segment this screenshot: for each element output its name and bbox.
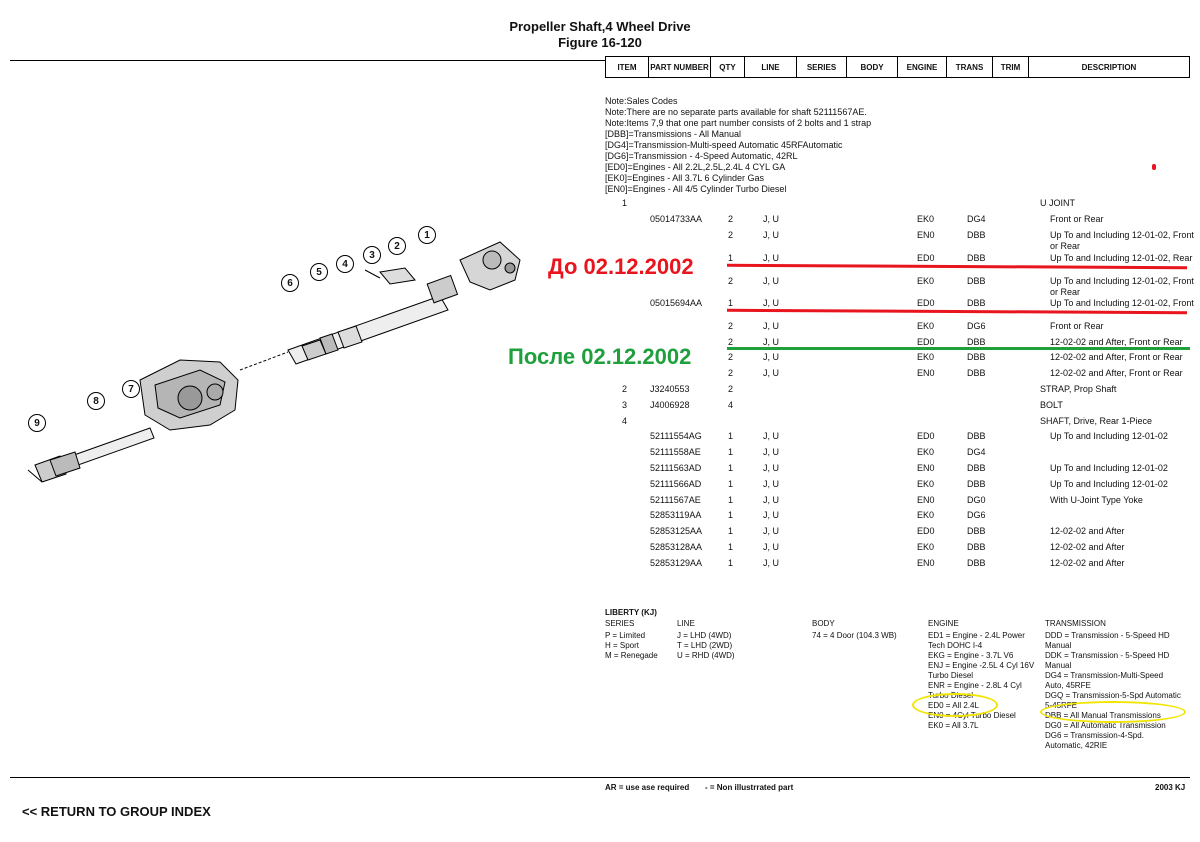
cell-engine: EN0 (917, 558, 935, 568)
propeller-shaft-diagram (20, 220, 530, 500)
cell-line: J, U (763, 352, 780, 362)
cell-qty: 1 (728, 447, 734, 457)
note-line: Note:Sales Codes (605, 96, 678, 106)
callout-2: 2 (388, 237, 406, 255)
cell-engine: ED0 (917, 298, 935, 308)
legend-entry: 74 = 4 Door (104.3 WB) (812, 631, 897, 640)
note-line: [DG6]=Transmission - 4-Speed Automatic, 42RL (605, 151, 798, 161)
note-line: Note:There are no separate parts available for shaft 52111567AE. (605, 107, 867, 117)
cell-qty: 4 (728, 400, 734, 410)
cell-line: J, U (763, 321, 780, 331)
col-series: SERIES (797, 57, 847, 78)
legend-entry: DDD = Transmission - 5-Speed HD (1045, 631, 1170, 640)
cell-engine: EN0 (917, 463, 935, 473)
cell-description: U JOINT (1040, 198, 1075, 208)
callout-6: 6 (281, 274, 299, 292)
cell-item: 2 (622, 384, 628, 394)
legend-heading: LIBERTY (KJ) (605, 608, 657, 617)
cell-trans: DBB (967, 337, 986, 347)
callout-4: 4 (336, 255, 354, 273)
cell-part-number: 52111566AD (650, 479, 702, 489)
cell-line: J, U (763, 463, 780, 473)
cell-qty: 2 (728, 214, 734, 224)
legend-entry: ENR = Engine - 2.8L 4 Cyl (928, 681, 1022, 690)
legend-body-list (812, 631, 897, 641)
red-mark (1152, 164, 1156, 170)
cell-trans: DG6 (967, 510, 986, 520)
legend-entry: DDK = Transmission - 5-Speed HD (1045, 651, 1170, 660)
cell-engine: ED0 (917, 431, 935, 441)
cell-trans: DBB (967, 558, 986, 568)
legend-entry: U = RHD (4WD) (677, 651, 735, 660)
cell-line: J, U (763, 542, 780, 552)
cell-part-number: 52111567AE (650, 495, 701, 505)
legend-entry: DG6 = Transmission-4-Spd. (1045, 731, 1144, 740)
cell-part-number: 52853129AA (650, 558, 703, 568)
cell-part-number: 52111554AG (650, 431, 702, 441)
cell-qty: 1 (728, 495, 734, 505)
cell-line: J, U (763, 510, 780, 520)
note-line: Note:Items 7,9 that one part number consists of 2 bolts and 1 strap (605, 118, 872, 128)
cell-item: 4 (622, 416, 628, 426)
cell-line: J, U (763, 337, 780, 347)
cell-trans: DG4 (967, 214, 986, 224)
note-line: [EN0]=Engines - All 4/5 Cylinder Turbo Diesel (605, 184, 787, 194)
cell-description: Up To and Including 12-01-02 (1050, 479, 1168, 489)
cell-trans: DBB (967, 253, 986, 263)
cell-engine: EN0 (917, 495, 935, 505)
cell-qty: 2 (728, 352, 734, 362)
legend-body-label: BODY (812, 619, 835, 628)
col-part-number: PART NUMBER (649, 57, 711, 78)
cell-line: J, U (763, 230, 780, 240)
cell-engine: ED0 (917, 526, 935, 536)
cell-description: With U-Joint Type Yoke (1050, 495, 1143, 505)
col-item: ITEM (606, 57, 649, 78)
cell-description: Up To and Including 12-01-02, Rear (1050, 253, 1193, 263)
legend-entry: EK0 = All 3.7L (928, 721, 979, 730)
legend-entry: EKG = Engine - 3.7L V6 (928, 651, 1014, 660)
top-divider (10, 60, 605, 61)
col-description: DESCRIPTION (1029, 57, 1190, 78)
cell-part-number: 52111558AE (650, 447, 701, 457)
cell-description: Up To and Including 12-01-02 (1050, 431, 1168, 441)
cell-line: J, U (763, 253, 780, 263)
cell-engine: ED0 (917, 337, 935, 347)
legend-entry: DBB = All Manual Transmissions (1045, 711, 1161, 720)
cell-qty: 1 (728, 558, 734, 568)
cell-description: Up To and Including 12-01-02, Front (1050, 298, 1194, 308)
cell-trans: DBB (967, 526, 986, 536)
legend-trans-label: TRANSMISSION (1045, 619, 1106, 628)
legend-line-label: LINE (677, 619, 695, 628)
cell-engine: EN0 (917, 230, 935, 240)
cell-trans: DBB (967, 276, 986, 286)
before-underline-2 (727, 309, 1187, 314)
cell-trans: DBB (967, 230, 986, 240)
cell-description: Up To and Including 12-01-02, Front or Rear (1050, 230, 1194, 251)
footer-ar-note: AR = use ase required (605, 783, 690, 792)
legend-entry: Turbo Diesel (928, 671, 974, 680)
callout-7: 7 (122, 380, 140, 398)
cell-description: 12-02-02 and After (1050, 542, 1125, 552)
legend-entry: DG4 = Transmission-Multi-Speed (1045, 671, 1164, 680)
cell-line: J, U (763, 431, 780, 441)
cell-trans: DBB (967, 352, 986, 362)
callout-9: 9 (28, 414, 46, 432)
cell-trans: DBB (967, 431, 986, 441)
highlight-ed0 (912, 693, 998, 717)
cell-engine: EN0 (917, 368, 935, 378)
cell-description: Front or Rear (1050, 214, 1104, 224)
bottom-divider (10, 777, 1190, 778)
col-engine: ENGINE (898, 57, 947, 78)
cell-qty: 1 (728, 542, 734, 552)
callout-3: 3 (363, 246, 381, 264)
cell-engine: EK0 (917, 214, 935, 224)
callout-1: 1 (418, 226, 436, 244)
cell-engine: EK0 (917, 352, 935, 362)
cell-line: J, U (763, 276, 780, 286)
cell-qty: 2 (728, 337, 734, 347)
cell-trans: DBB (967, 479, 986, 489)
cell-item: 3 (622, 400, 628, 410)
col-trans: TRANS (947, 57, 993, 78)
legend-entry: Auto, 45RFE (1045, 681, 1091, 690)
cell-trans: DG6 (967, 321, 986, 331)
cell-part-number: 52111563AD (650, 463, 702, 473)
cell-item: 1 (622, 198, 628, 208)
cell-description: Up To and Including 12-01-02 (1050, 463, 1168, 473)
cell-description: Front or Rear (1050, 321, 1104, 331)
cell-part-number: 05015694AA (650, 298, 703, 308)
legend-series-label: SERIES (605, 619, 635, 628)
cell-description: SHAFT, Drive, Rear 1-Piece (1040, 416, 1153, 426)
legend-entry: ED0 = All 2.4L (928, 701, 979, 710)
cell-qty: 2 (728, 384, 734, 394)
before-date-annotation: До 02.12.2002 (548, 254, 694, 279)
highlight-dbb (1040, 701, 1186, 723)
cell-engine: EK0 (917, 276, 935, 286)
legend-entry: H = Sport (605, 641, 640, 650)
legend-engine-label: ENGINE (928, 619, 959, 628)
cell-trans: DG0 (967, 495, 986, 505)
cell-qty: 1 (728, 253, 734, 263)
cell-line: J, U (763, 495, 780, 505)
legend-entry: ED1 = Engine - 2.4L Power (928, 631, 1025, 640)
cell-line: J, U (763, 526, 780, 536)
after-date-annotation: После 02.12.2002 (508, 344, 692, 369)
legend-series-list (605, 631, 658, 661)
figure-number: Figure 16-120 (558, 35, 642, 50)
cell-qty: 1 (728, 526, 734, 536)
cell-qty: 1 (728, 431, 734, 441)
page-title: Propeller Shaft,4 Wheel Drive (509, 19, 691, 34)
cell-part-number: 52853119AA (650, 510, 702, 520)
cell-trans: DBB (967, 298, 986, 308)
callout-8: 8 (87, 392, 105, 410)
note-line: [EK0]=Engines - All 3.7L 6 Cylinder Gas (605, 173, 765, 183)
column-header-table (605, 56, 1190, 78)
cell-trans: DBB (967, 463, 986, 473)
cell-description: Up To and Including 12-01-02, Front or Rear (1050, 276, 1194, 297)
cell-description: STRAP, Prop Shaft (1040, 384, 1117, 394)
note-line: [DBB]=Transmissions - All Manual (605, 129, 741, 139)
legend-trans-list (1045, 631, 1181, 751)
cell-line: J, U (763, 368, 780, 378)
cell-engine: EK0 (917, 321, 935, 331)
legend-entry: J = LHD (4WD) (677, 631, 732, 640)
cell-part-number: J4006928 (650, 400, 690, 410)
legend-entry: 5-45RFE (1045, 701, 1078, 710)
legend-entry: Automatic, 42RIE (1045, 741, 1108, 750)
after-underline (727, 347, 1190, 350)
cell-engine: EK0 (917, 510, 935, 520)
cell-trans: DG4 (967, 447, 986, 457)
legend-entry: Manual (1045, 661, 1072, 670)
legend-entry: DG0 = All Automatic Transmission (1045, 721, 1166, 730)
cell-description: 12-02-02 and After, Front or Rear (1050, 337, 1183, 347)
cell-engine: EK0 (917, 447, 935, 457)
col-body: BODY (847, 57, 898, 78)
cell-part-number: 52853128AA (650, 542, 703, 552)
cell-qty: 1 (728, 298, 734, 308)
legend-entry: P = Limited (605, 631, 646, 640)
cell-line: J, U (763, 558, 780, 568)
cell-line: J, U (763, 479, 780, 489)
cell-description: 12-02-02 and After, Front or Rear (1050, 368, 1183, 378)
legend-entry: M = Renegade (605, 651, 658, 660)
col-qty: QTY (711, 57, 745, 78)
legend-entry: Tech DOHC I-4 (928, 641, 983, 650)
cell-part-number: J3240553 (650, 384, 690, 394)
cell-qty: 1 (728, 510, 734, 520)
cell-line: J, U (763, 447, 780, 457)
legend-line-list (677, 631, 735, 661)
cell-description: BOLT (1040, 400, 1063, 410)
legend-entry: ENJ = Engine -2.5L 4 Cyl 16V (928, 661, 1035, 670)
cell-qty: 2 (728, 321, 734, 331)
legend-entry: Turbo Diesel (928, 691, 974, 700)
cell-description: 12-02-02 and After (1050, 558, 1125, 568)
footer-non-illustrated-note: - = Non illustrrated part (705, 783, 794, 792)
return-to-group-index-link[interactable]: << RETURN TO GROUP INDEX (22, 804, 211, 819)
legend-entry: T = LHD (2WD) (677, 641, 733, 650)
cell-engine: EK0 (917, 542, 935, 552)
cell-qty: 2 (728, 230, 734, 240)
cell-qty: 1 (728, 463, 734, 473)
col-line: LINE (745, 57, 797, 78)
note-line: [ED0]=Engines - All 2.2L,2.5L,2.4L 4 CYL GA (605, 162, 786, 172)
callout-5: 5 (310, 263, 328, 281)
legend-entry: DGQ = Transmission-5-Spd Automatic (1045, 691, 1181, 700)
cell-line: J, U (763, 298, 780, 308)
footer-model-year: 2003 KJ (1155, 783, 1186, 792)
cell-description: 12-02-02 and After (1050, 526, 1125, 536)
legend-entry: EN0 = 4Cyl Turbo Diesel (928, 711, 1016, 720)
cell-description: 12-02-02 and After, Front or Rear (1050, 352, 1183, 362)
cell-trans: DBB (967, 542, 986, 552)
cell-part-number: 05014733AA (650, 214, 703, 224)
cell-qty: 2 (728, 368, 734, 378)
cell-trans: DBB (967, 368, 986, 378)
before-underline-1 (727, 264, 1187, 269)
note-line: [DG4]=Transmission-Multi-speed Automatic 45RFAutomatic (605, 140, 843, 150)
cell-qty: 2 (728, 276, 734, 286)
cell-line: J, U (763, 214, 780, 224)
legend-entry: Manual (1045, 641, 1072, 650)
cell-part-number: 52853125AA (650, 526, 703, 536)
col-trim: TRIM (993, 57, 1029, 78)
cell-engine: ED0 (917, 253, 935, 263)
cell-qty: 1 (728, 479, 734, 489)
cell-engine: EK0 (917, 479, 935, 489)
